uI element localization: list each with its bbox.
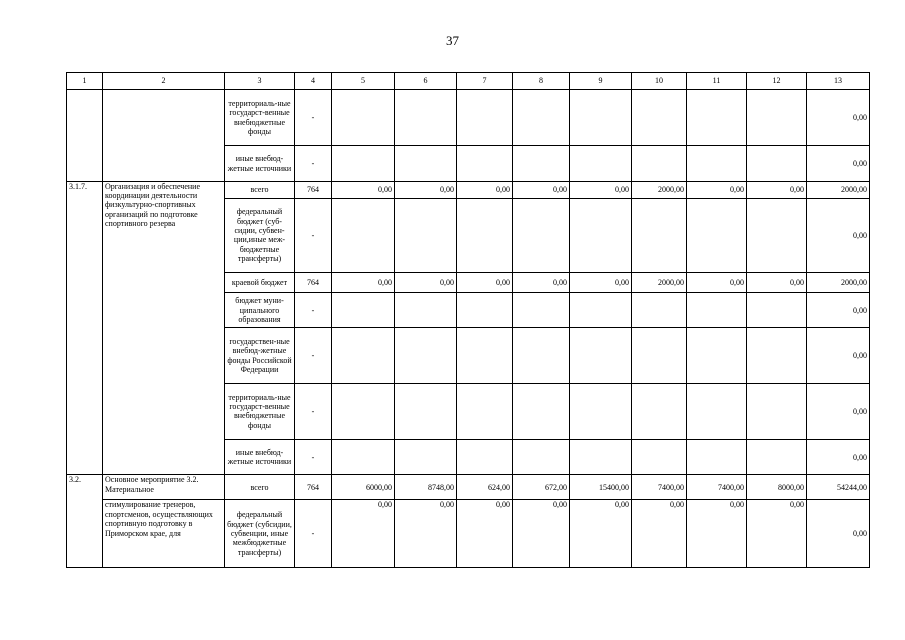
value-cell: 8000,00: [747, 475, 807, 500]
source-cell: всего: [225, 181, 295, 198]
code-cell: -: [295, 293, 332, 328]
value-cell: 0,00: [457, 500, 513, 568]
code-cell: -: [295, 90, 332, 146]
source-cell: всего: [225, 475, 295, 500]
source-cell: территориаль-ные государст-венные внебюджетные фонды: [225, 90, 295, 146]
code-cell: 764: [295, 181, 332, 198]
header-cell: 6: [395, 73, 457, 90]
item-number: 3.2.: [67, 475, 103, 568]
code-cell: -: [295, 440, 332, 475]
header-cell: 7: [457, 73, 513, 90]
value-cell: 0,00: [332, 273, 395, 293]
total-cell: 0,00: [807, 293, 870, 328]
value-cell: 0,00: [457, 181, 513, 198]
header-cell: 5: [332, 73, 395, 90]
code-cell: 764: [295, 475, 332, 500]
total-cell: 0,00: [807, 440, 870, 475]
item-name: Основное мероприятие 3.2. Материальное: [103, 475, 225, 500]
code-cell: -: [295, 198, 332, 272]
code-cell: -: [295, 500, 332, 568]
source-cell: федеральный бюджет (суб-сидии, субвен-ции,иные меж-бюджетные трансферты): [225, 198, 295, 272]
source-cell: федеральный бюджет (субсидии, субвенции, иные межбюджетные трансферты): [225, 500, 295, 568]
value-cell: 0,00: [687, 181, 747, 198]
value-cell: 0,00: [513, 500, 570, 568]
header-cell: 3: [225, 73, 295, 90]
value-cell: 2000,00: [632, 273, 687, 293]
value-cell: 0,00: [747, 181, 807, 198]
value-cell: 0,00: [570, 273, 632, 293]
header-row: [67, 73, 870, 90]
total-cell: 54244,00: [807, 475, 870, 500]
table-row: [67, 500, 870, 568]
value-cell: 0,00: [332, 500, 395, 568]
page-number: 37: [446, 33, 459, 48]
value-cell: 7400,00: [687, 475, 747, 500]
source-cell: иные внебюд-жетные источники: [225, 146, 295, 181]
header-cell: 8: [513, 73, 570, 90]
value-cell: 0,00: [570, 500, 632, 568]
value-cell: 2000,00: [632, 181, 687, 198]
table-row: [67, 181, 870, 198]
total-cell: 0,00: [807, 383, 870, 439]
item-number: 3.1.7.: [67, 181, 103, 475]
header-cell: 2: [103, 73, 225, 90]
value-cell: 0,00: [395, 181, 457, 198]
value-cell: 0,00: [513, 181, 570, 198]
source-cell: бюджет муни-ципального образования: [225, 293, 295, 328]
source-cell: территориаль-ные государст-венные внебюджетные фонды: [225, 383, 295, 439]
code-cell: 764: [295, 273, 332, 293]
header-cell: 13: [807, 73, 870, 90]
value-cell: 0,00: [513, 273, 570, 293]
value-cell: 0,00: [747, 500, 807, 568]
total-cell: 2000,00: [807, 181, 870, 198]
total-cell: 2000,00: [807, 273, 870, 293]
total-cell: 0,00: [807, 146, 870, 181]
code-cell: -: [295, 383, 332, 439]
code-cell: -: [295, 328, 332, 383]
header-cell: 9: [570, 73, 632, 90]
header-cell: 12: [747, 73, 807, 90]
total-cell: 0,00: [807, 90, 870, 146]
header-cell: 1: [67, 73, 103, 90]
value-cell: 0,00: [395, 500, 457, 568]
table-row: [67, 475, 870, 500]
value-cell: 0,00: [457, 273, 513, 293]
name-cell: [103, 90, 225, 182]
total-cell: 0,00: [807, 500, 870, 568]
value-cell: 624,00: [457, 475, 513, 500]
total-cell: 0,00: [807, 328, 870, 383]
table-row: [67, 90, 870, 146]
value-cell: 0,00: [395, 273, 457, 293]
source-cell: государствен-ные внебюд-жетные фонды Российской Федерации: [225, 328, 295, 383]
value-cell: 0,00: [687, 500, 747, 568]
header-cell: 11: [687, 73, 747, 90]
number-cell: [67, 90, 103, 182]
total-cell: 0,00: [807, 198, 870, 272]
value-cell: 0,00: [332, 181, 395, 198]
value-cell: 7400,00: [632, 475, 687, 500]
header-cell: 4: [295, 73, 332, 90]
value-cell: 0,00: [747, 273, 807, 293]
header-cell: 10: [632, 73, 687, 90]
item-name-continued: стимулирование тренеров, спортсменов, осуществляющих спортивную подготовку в Приморском крае, для: [103, 500, 225, 568]
value-cell: 15400,00: [570, 475, 632, 500]
value-cell: 672,00: [513, 475, 570, 500]
source-cell: иные внебюд-жетные источники: [225, 440, 295, 475]
value-cell: 0,00: [632, 500, 687, 568]
item-name: Организация и обеспечение координации деятельности физкультурно-спортивных организаций по подготовке спортивного резерва: [103, 181, 225, 475]
value-cell: 0,00: [570, 181, 632, 198]
value-cell: 8748,00: [395, 475, 457, 500]
code-cell: -: [295, 146, 332, 181]
budget-table: [66, 72, 870, 568]
value-cell: 6000,00: [332, 475, 395, 500]
source-cell: краевой бюджет: [225, 273, 295, 293]
value-cell: 0,00: [687, 273, 747, 293]
